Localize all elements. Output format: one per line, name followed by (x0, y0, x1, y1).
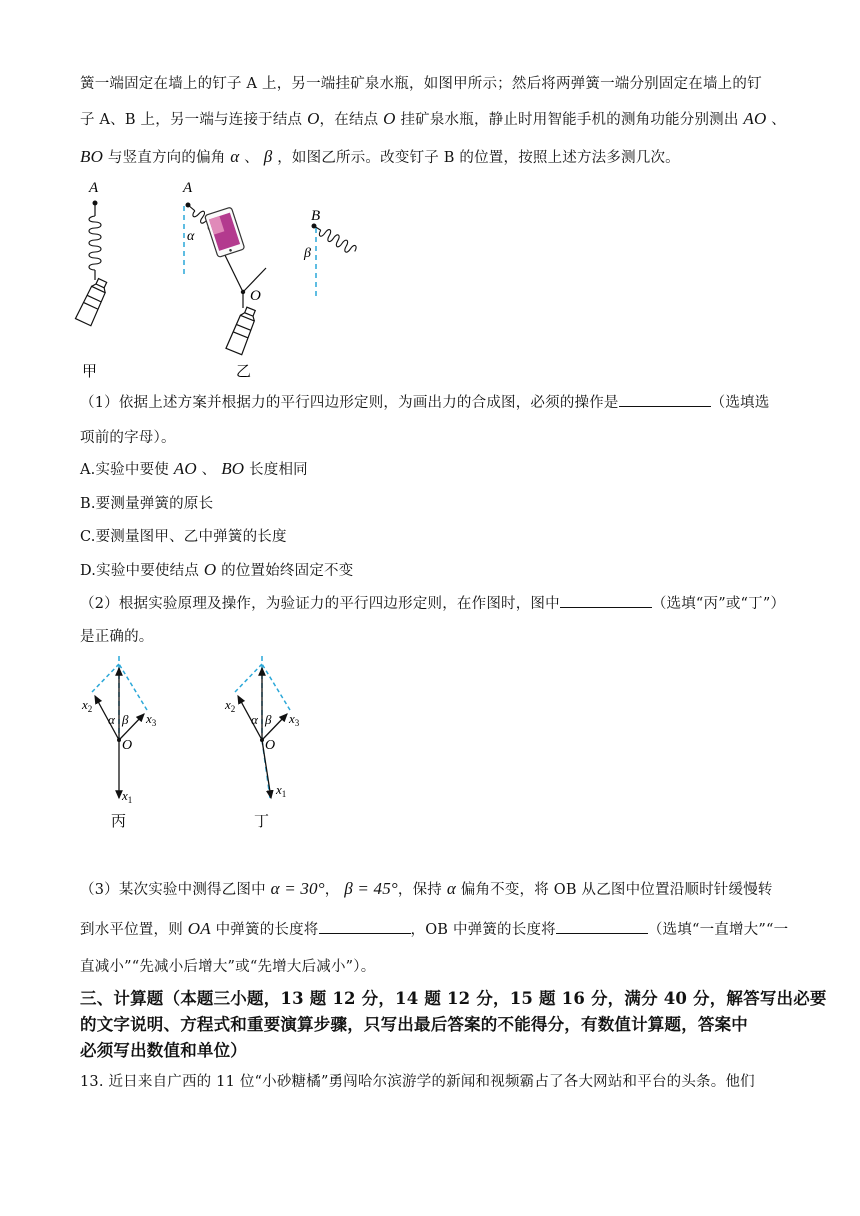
label-o-bing: O (122, 738, 133, 753)
intro-line-1: 簧一端固定在墙上的钉子 A 上，另一端挂矿泉水瓶，如图甲所示；然后将两弹簧一端分别固定在墙上的钉 (80, 76, 762, 92)
label-x1-ding: $x_1$ (276, 782, 287, 799)
diagram-ding (224, 656, 300, 830)
label-x3-bing: $x_3$ (146, 711, 157, 728)
figure-spring-setup (70, 172, 370, 384)
label-x2-ding: $x_2$ (225, 697, 236, 714)
var-beta: β (263, 147, 273, 166)
label-b-yi: B (311, 208, 321, 224)
bottle-jia (75, 277, 110, 326)
label-jia: 甲 (82, 364, 98, 380)
q3-text: ，OB 中弹簧的长度将 (410, 922, 556, 938)
angle-beta: β (304, 246, 311, 261)
var-o: O (307, 109, 320, 128)
q1-text: （1）依据上述方案并根据力的平行四边形定则，为画出力的合成图，必须的操作是 (80, 395, 619, 411)
label-x3-ding: $x_3$ (289, 711, 300, 728)
label-ding: 丁 (254, 814, 270, 830)
var-o: O (383, 109, 396, 128)
q13-line-1: 13. 近日来自广西的 11 位“小砂糖橘”勇闯哈尔滨游学的新闻和视频霸占了各大网站和平台的头条。他们 (80, 1074, 755, 1090)
bottle-yi (226, 306, 259, 355)
intro-line-3 (80, 146, 680, 167)
var-alpha: α (230, 147, 240, 166)
option-a-text: A.实验中要使 (80, 462, 174, 478)
q1-option-b: B.要测量弹簧的原长 (80, 496, 214, 512)
q3-text: 偏角不变，将 OB 从乙图中位置沿顺时针缓慢转 (455, 882, 773, 898)
var-ao: AO (743, 109, 767, 128)
q3-text: 到水平位置，则 (80, 922, 188, 938)
option-d-text: 的位置始终固定不变 (216, 563, 354, 579)
label-a-jia: A (89, 180, 99, 196)
q2-tail: （选填“丙”或“丁”） (651, 596, 786, 612)
q3-line-3: 直减小”“先减小后增大”或“先增大后减小”）。 (80, 959, 376, 975)
section3-heading-line-3: 必须写出数值和单位） (80, 1041, 247, 1060)
angle-alpha: α (187, 229, 195, 244)
q3-text: （选填“一直增大”“一 (647, 922, 789, 938)
q3-oa-answer-blank[interactable] (319, 921, 411, 934)
label-x1-bing: $x_1$ (122, 788, 133, 805)
q1-tail: （选填选 (710, 395, 770, 411)
section3-heading-line-2: 的文字说明、方程式和重要演算步骤，只写出最后答案的不能得分，有数值计算题，答案中 (80, 1015, 748, 1034)
q2-text: （2）根据实验原理及操作，为验证力的平行四边形定则，在作图时，图中 (80, 596, 560, 612)
option-d-text: D.实验中要使结点 (80, 563, 204, 579)
q3-text: （3）某次实验中测得乙图中 (80, 882, 271, 898)
q3-line-1 (80, 878, 773, 899)
diagram-bing (81, 656, 157, 830)
q1-option-a (80, 458, 308, 479)
var-oa: OA (187, 919, 211, 938)
intro-text: ，在结点 (319, 112, 384, 128)
q3-text: 中弹簧的长度将 (210, 922, 319, 938)
label-bing: 丙 (111, 814, 127, 830)
var-o: O (203, 560, 217, 579)
q3-text: ， (324, 882, 345, 898)
q2-line-2: 是正确的。 (80, 629, 154, 645)
intro-text: 挂矿泉水瓶，静止时用智能手机的测角功能分别测出 (395, 112, 744, 128)
var-bo: BO (80, 147, 104, 166)
angle-alpha-bing: α (108, 712, 115, 727)
label-x2-bing: $x_2$ (82, 697, 93, 714)
label-o-yi: O (250, 288, 261, 304)
angle-beta-ding: β (265, 712, 272, 727)
intro-text: ，如图乙所示。改变钉子 B 的位置，按照上述方法多测几次。 (272, 150, 680, 166)
label-a-yi: A (183, 180, 193, 196)
q1-option-c: C.要测量图甲、乙中弹簧的长度 (80, 529, 287, 545)
option-a-text: 长度相同 (244, 462, 308, 478)
q1-line-2: 项前的字母）。 (80, 430, 176, 446)
angle-beta-bing: β (122, 712, 129, 727)
intro-text: 、 (239, 150, 264, 166)
q3-text: ，保持 (397, 882, 447, 898)
q1-answer-blank[interactable] (619, 394, 711, 407)
spring-jia (89, 216, 101, 270)
label-o-ding: O (265, 738, 276, 753)
angle-alpha-ding: α (251, 712, 258, 727)
q1-line-1 (80, 391, 769, 412)
intro-text: 、 (766, 112, 786, 128)
intro-line-2 (80, 108, 786, 129)
q1-option-d (80, 559, 353, 580)
var-bo: BO (221, 459, 245, 478)
alpha-equation: α = 30° (270, 879, 325, 898)
q2-line-1 (80, 592, 785, 613)
intro-text: 子 A、B 上，另一端与连接于结点 (80, 112, 308, 128)
spring-bo (311, 222, 357, 256)
figure-force-diagrams (70, 652, 340, 832)
var-alpha: α (446, 879, 456, 898)
phone-icon (205, 207, 245, 257)
section3-heading-line-1: 三、计算题（本题三小题，13 题 12 分，14 题 12 分，15 题 16 分，满分 40 分，解答写出必要 (80, 989, 827, 1008)
intro-text: 与竖直方向的偏角 (103, 150, 231, 166)
var-ao: AO (173, 459, 197, 478)
label-yi: 乙 (236, 364, 252, 380)
q3-ob-answer-blank[interactable] (556, 921, 648, 934)
q3-line-2 (80, 918, 788, 939)
q2-answer-blank[interactable] (560, 595, 652, 608)
option-a-text: 、 (196, 462, 222, 478)
beta-equation: β = 45° (344, 879, 398, 898)
